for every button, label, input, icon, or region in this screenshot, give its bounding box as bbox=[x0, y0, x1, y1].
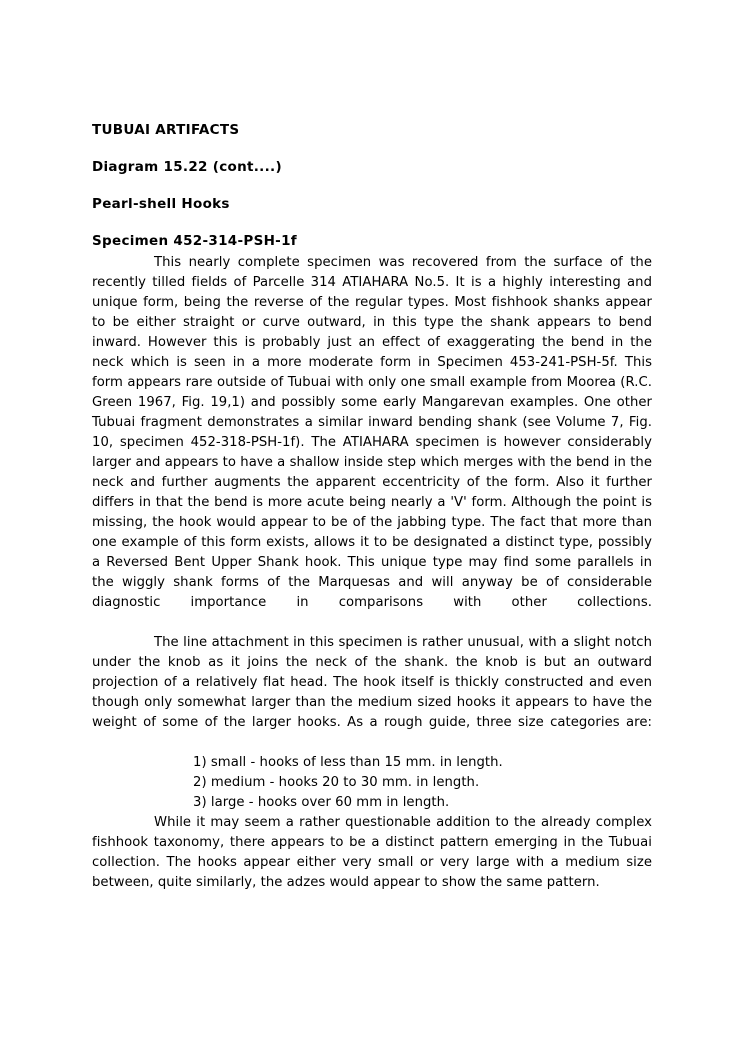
size-categories-list bbox=[92, 753, 652, 813]
list-item: 2) medium - hooks 20 to 30 mm. in length. bbox=[193, 775, 480, 790]
section-title-heading: Pearl-shell Hooks bbox=[92, 196, 230, 212]
paragraph-taxonomy-conclusion: While it may seem a rather questionable addition to the already complex fishhook taxonomy, there appears to be a distinct pattern emerging in the Tubuai collection. The hooks appear either very small or very large with a medium size between, quite similarly, the adzes would appear to show the same pattern. bbox=[92, 815, 652, 890]
specimen-description-body bbox=[92, 253, 652, 893]
list-item: 3) large - hooks over 60 mm in length. bbox=[193, 795, 450, 810]
paragraph-specimen-description: This nearly complete specimen was recovered from the surface of the recently tilled fields of Parcelle 314 ATIAHARA No.5. It is a highly interesting and unique form, being the reverse of the regular types. Most fishhook shanks appear to be either straight or curve outward, in this type the shank appears to bend inward. However this is probably just an effect of exaggerating the bend in the neck which is seen in a more moderate form in Specimen 453-241-PSH-5f. This form appears rare outside of Tubuai with only one small example from Moorea (R.C. Green 1967, Fig. 19,1) and possibly some early Mangarevan examples. One other Tubuai fragment demonstrates a similar inward bending shank (see Volume 7, Fig. 10, specimen 452-318-PSH-1f). The ATIAHARA specimen is however considerably larger and appears to have a shallow inside step which merges with the bend in the neck and further augments the apparent eccentricity of the form. Also it further differs in that the bend is more acute being nearly a 'V' form. Although the point is missing, the hook would appear to be of the jabbing type. The fact that more than one example of this form exists, allows it to be designated a distinct type, possibly a Reversed Bent Upper Shank hook. This unique type may find some parallels in the wiggly shank forms of the Marquesas and will anyway be of considerable diagnostic importance in comparisons with other collections. bbox=[92, 255, 652, 610]
paragraph-line-attachment: The line attachment in this specimen is rather unusual, with a slight notch under the knob as it joins the neck of the shank. the knob is but an outward projection of a relatively flat head. The hook itself is thickly constructed and even though only somewhat larger than the medium sized hooks it appears to have the weight of some of the larger hooks. As a rough guide, three size categories are: bbox=[92, 635, 652, 730]
document-content bbox=[92, 122, 652, 893]
specimen-title-heading: Specimen 452-314-PSH-1f bbox=[92, 233, 297, 249]
diagram-title-heading: Diagram 15.22 (cont....) bbox=[92, 159, 282, 175]
collection-title-heading: TUBUAI ARTIFACTS bbox=[92, 122, 240, 138]
list-item: 1) small - hooks of less than 15 mm. in length. bbox=[193, 755, 503, 770]
